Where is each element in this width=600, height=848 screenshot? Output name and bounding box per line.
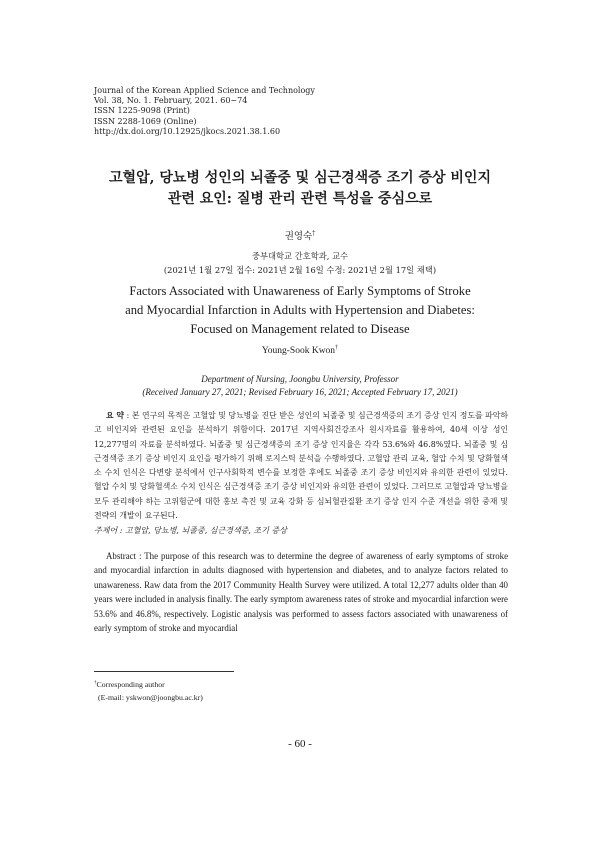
footnote-mark: † [94,679,97,686]
english-author-name: Young-Sook Kwon [261,346,336,356]
english-affiliation-block [0,373,600,398]
korean-title-line-2: 관련 요인: 질병 관리 관련 특성을 중심으로 [167,191,433,207]
english-dates: (Received January 27, 2021; Revised February 16, 2021; Accepted February 17, 2021) [142,386,458,397]
footnote-email[interactable]: (E-mail: yskwon@joongbu.ac.kr) [98,692,203,702]
page-number: - 60 - [288,738,312,750]
journal-name: Journal of the Korean Applied Science and Technology [94,86,315,95]
korean-title-line-1: 고혈압, 당뇨병 성인의 뇌졸중 및 심근경색증 조기 증상 비인지 [109,170,491,186]
english-title [40,282,560,339]
korean-abstract-text: : 본 연구의 목적은 고혈압 및 당뇨병을 진단 받은 성인의 뇌졸중 및 심근경색증의 조기 증상 인지 정도를 파악하고 비인지와 관련된 요인을 분석하기 위함이다. 2017년 지역사회건강조사 원시자료를 활용하여, 40세 이상 성인 12,277명의 자료를 분석하였다. 뇌졸중 및 심근경색증의 조기 증상 인지율은 각각 53.6%와 46.8%였다. 뇌졸중 및 심근경색증 조기 증상 비인지 요인을 평가하기 위해 로지스틱 분석을 수행하였다. 고혈압 관리 교육, 혈압 수치 및 당화혈색소 수치 인식은 다변량 분석에서 인구사회학적 변수를 보정한 후에도 뇌졸중 조기 증상 비인지와 유의한 관련이 있었다. 혈압 수치 및 당화혈색소 수치 인식은 심근경색증 조기 증상 비인지와 유의한 관련이 있었다. 그러므로 고혈압과 당뇨병을 모두 관리해야 하는 고위험군에 대한 홍보 촉진 및 교육 강화 등 심뇌혈관질환 조기 증상 인지 수준 개선을 위한 중재 및 전략의 개발이 요구된다. [94,411,509,521]
korean-keywords: 주제어 : 고혈압, 당뇨병, 뇌졸중, 심근경색증, 조기 증상 [94,526,287,535]
korean-abstract-label: 요 약 [106,411,125,420]
journal-header [94,86,315,137]
english-title-line-3: Focused on Management related to Disease [190,322,410,336]
english-author [0,346,600,356]
korean-abstract [94,409,508,523]
english-abstract-text: : The purpose of this research was to determine the degree of awareness of early symptoms of stroke and myocardial infarction in adults diagnosed with hypertension and diabetes, and to analyze factors related to unawareness. Raw data from the 2017 Community Health Survey were utilized. A total 12,277 adults older than 40 years were included in analysis finally. The early symptom awareness rates of stroke and myocardial infarction were 53.6% and 46.8%, respectively. Logistic analysis was performed to assess factors associated with unawareness of early symptom of stroke and myocardial [94,551,509,634]
english-abstract-label: Abstract [106,551,137,561]
korean-dates: (2021년 1월 27일 접수: 2021년 2월 16일 수정: 2021년 2월 17일 채택) [163,264,437,275]
english-title-line-2: and Myocardial Infarction in Adults with Hypertension and Diabetes: [125,303,475,317]
korean-author-name: 권영숙 [284,231,313,242]
journal-issn-online: ISSN 2288-1069 (Online) [94,116,197,126]
footnote-divider [94,671,234,672]
journal-doi[interactable]: http://dx.doi.org/10.12925/jkocs.2021.38.1.60 [94,126,281,136]
journal-issn-print: ISSN 1225-9098 (Print) [94,106,190,116]
english-title-line-1: Factors Associated with Unawareness of Early Symptoms of Stroke [129,284,471,298]
english-affiliation: Department of Nursing, Joongbu University, Professor [201,374,399,384]
journal-volume: Vol. 38, No. 1. February, 2021. 60~74 [94,96,248,106]
korean-title [40,168,560,210]
korean-affiliation: 중부대학교 간호학과, 교수 [251,251,349,261]
korean-author-mark: † [312,229,316,237]
english-author-mark: † [335,344,339,351]
footnote [94,679,203,704]
korean-author [0,228,600,242]
footnote-label: Corresponding author [96,680,165,689]
korean-affiliation-block [0,250,600,277]
english-abstract [94,549,508,635]
